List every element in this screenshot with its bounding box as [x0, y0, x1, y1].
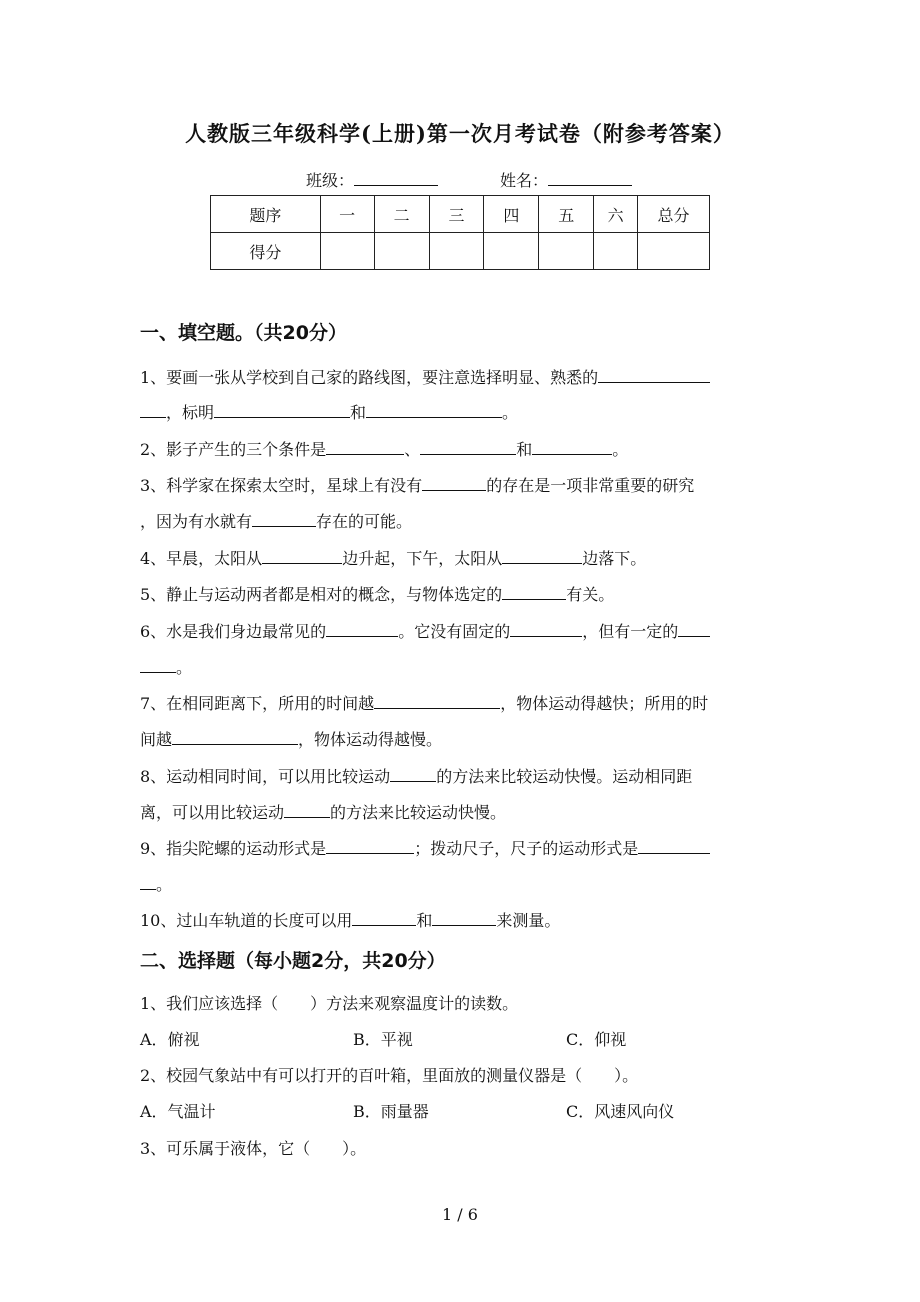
score-row-label: 得分 — [211, 233, 321, 270]
answer-blank[interactable] — [172, 730, 298, 745]
choice-option[interactable]: A．俯视 — [140, 1030, 200, 1049]
question-3-line1 — [140, 473, 694, 496]
answer-blank[interactable] — [502, 549, 582, 564]
question-1-line1 — [140, 365, 710, 388]
score-header-cell: 四 — [484, 196, 539, 233]
score-header-cell: 五 — [539, 196, 594, 233]
q2-text: 和 — [516, 440, 533, 459]
answer-blank[interactable] — [374, 694, 500, 709]
q9-text: 。 — [156, 875, 173, 894]
answer-blank[interactable] — [678, 622, 710, 637]
question-8-line2 — [140, 800, 506, 823]
choice-question-1: 1、我们应该选择（ ）方法来观察温度计的读数。 — [140, 994, 519, 1013]
score-cell[interactable] — [320, 233, 374, 270]
question-8-line1 — [140, 764, 692, 787]
class-blank — [354, 169, 438, 186]
score-header-cell: 二 — [374, 196, 429, 233]
score-header-cell: 六 — [594, 196, 638, 233]
answer-blank[interactable] — [366, 403, 502, 418]
q1-text: 和 — [350, 403, 367, 422]
q5-text: 有关。 — [566, 585, 615, 604]
answer-blank[interactable] — [510, 622, 582, 637]
score-cell[interactable] — [429, 233, 484, 270]
q10-text: 10、过山车轨道的长度可以用 — [140, 911, 353, 930]
answer-blank[interactable] — [262, 549, 342, 564]
answer-blank[interactable] — [252, 512, 316, 527]
q7-text: 7、在相同距离下，所用的时间越 — [140, 694, 375, 713]
q2-text: 。 — [612, 440, 629, 459]
q6-text: 6、水是我们身边最常见的 — [140, 622, 327, 641]
question-9-line1 — [140, 836, 710, 859]
answer-blank[interactable] — [326, 440, 404, 455]
answer-blank[interactable] — [214, 403, 350, 418]
score-cell[interactable] — [638, 233, 710, 270]
q7-text: ，物体运动得越慢。 — [298, 730, 443, 749]
q8-text: 的方法来比较运动快慢。 — [330, 803, 507, 822]
choice-option[interactable]: C．仰视 — [566, 1030, 627, 1049]
q5-text: 5、静止与运动两者都是相对的概念，与物体选定的 — [140, 585, 503, 604]
q6-text: 。 — [176, 658, 193, 677]
name-blank — [548, 169, 632, 186]
q9-text: 9、指尖陀螺的运动形式是 — [140, 839, 327, 858]
answer-blank[interactable] — [422, 476, 486, 491]
answer-blank[interactable] — [326, 622, 398, 637]
score-table — [210, 195, 710, 270]
q4-text: 边升起，下午，太阳从 — [342, 549, 503, 568]
name-field — [500, 168, 632, 191]
answer-blank[interactable] — [140, 403, 166, 418]
q10-text: 来测量。 — [496, 911, 561, 930]
question-10 — [140, 908, 560, 931]
question-6-line1 — [140, 619, 710, 642]
answer-blank[interactable] — [326, 839, 414, 854]
score-header-cell: 一 — [320, 196, 374, 233]
q9-text: ；拨动尺子，尺子的运动形式是 — [414, 839, 639, 858]
q1-text: 1、要画一张从学校到自己家的路线图，要注意选择明显、熟悉的 — [140, 368, 599, 387]
question-3-line2 — [140, 509, 412, 532]
exam-title: 人教版三年级科学(上册)第一次月考试卷（附参考答案） — [185, 121, 735, 146]
q10-text: 和 — [416, 911, 433, 930]
score-cell[interactable] — [594, 233, 638, 270]
choice-question-2: 2、校园气象站中有可以打开的百叶箱，里面放的测量仪器是（ ）。 — [140, 1066, 639, 1085]
page-number: 1 / 6 — [442, 1205, 478, 1224]
score-cell[interactable] — [374, 233, 429, 270]
q6-text: 。它没有固定的 — [398, 622, 511, 641]
answer-blank[interactable] — [420, 440, 516, 455]
q4-text: 边落下。 — [582, 549, 647, 568]
q2-text: 2、影子产生的三个条件是 — [140, 440, 327, 459]
section1-title: 一、填空题。（共20分） — [140, 322, 347, 344]
score-cell[interactable] — [484, 233, 539, 270]
score-table-score-row — [211, 233, 710, 270]
question-4 — [140, 546, 646, 569]
answer-blank[interactable] — [432, 911, 496, 926]
q3-text: 3、科学家在探索太空时，星球上有没有 — [140, 476, 423, 495]
q3-text: ，因为有水就有 — [140, 512, 253, 531]
q1-text: ，标明 — [166, 403, 215, 422]
q4-text: 4、早晨，太阳从 — [140, 549, 263, 568]
answer-blank[interactable] — [532, 440, 612, 455]
q2-text: 、 — [404, 440, 421, 459]
choice-option[interactable]: B．雨量器 — [353, 1102, 429, 1121]
q3-text: 存在的可能。 — [316, 512, 413, 531]
choice-question-3: 3、可乐属于液体，它（ ）。 — [140, 1139, 367, 1158]
score-header-cell: 三 — [429, 196, 484, 233]
choice-option[interactable]: B．平视 — [353, 1030, 413, 1049]
score-cell[interactable] — [539, 233, 594, 270]
class-field — [306, 168, 438, 191]
choice-option[interactable]: C．风速风向仪 — [566, 1102, 675, 1121]
question-9-line2 — [140, 872, 172, 895]
section2-title: 二、选择题（每小题2分，共20分） — [140, 950, 446, 972]
answer-blank[interactable] — [390, 767, 436, 782]
q6-text: ，但有一定的 — [582, 622, 679, 641]
answer-blank[interactable] — [502, 585, 566, 600]
question-5 — [140, 582, 614, 605]
name-label: 姓名： — [500, 171, 549, 190]
score-table-header-row — [211, 196, 710, 233]
q1-text: 。 — [502, 403, 519, 422]
answer-blank[interactable] — [638, 839, 710, 854]
score-header-cell: 总分 — [638, 196, 710, 233]
choice-option[interactable]: A．气温计 — [140, 1102, 216, 1121]
answer-blank[interactable] — [352, 911, 416, 926]
question-7-line2 — [140, 727, 442, 750]
q8-text: 的方法来比较运动快慢。运动相同距 — [436, 767, 693, 786]
score-header-cell: 题序 — [211, 196, 321, 233]
q7-text: 间越 — [140, 730, 173, 749]
answer-blank[interactable] — [284, 803, 330, 818]
q3-text: 的存在是一项非常重要的研究 — [486, 476, 695, 495]
question-1-line2 — [140, 400, 518, 423]
answer-blank[interactable] — [140, 658, 176, 673]
question-2 — [140, 437, 628, 460]
q8-text: 8、运动相同时间，可以用比较运动 — [140, 767, 391, 786]
question-7-line1 — [140, 691, 708, 714]
answer-blank[interactable] — [140, 875, 156, 890]
answer-blank[interactable] — [598, 368, 710, 383]
question-6-line2 — [140, 655, 192, 678]
q7-text: ，物体运动得越快；所用的时 — [500, 694, 709, 713]
q8-text: 离，可以用比较运动 — [140, 803, 285, 822]
class-label: 班级： — [306, 171, 355, 190]
